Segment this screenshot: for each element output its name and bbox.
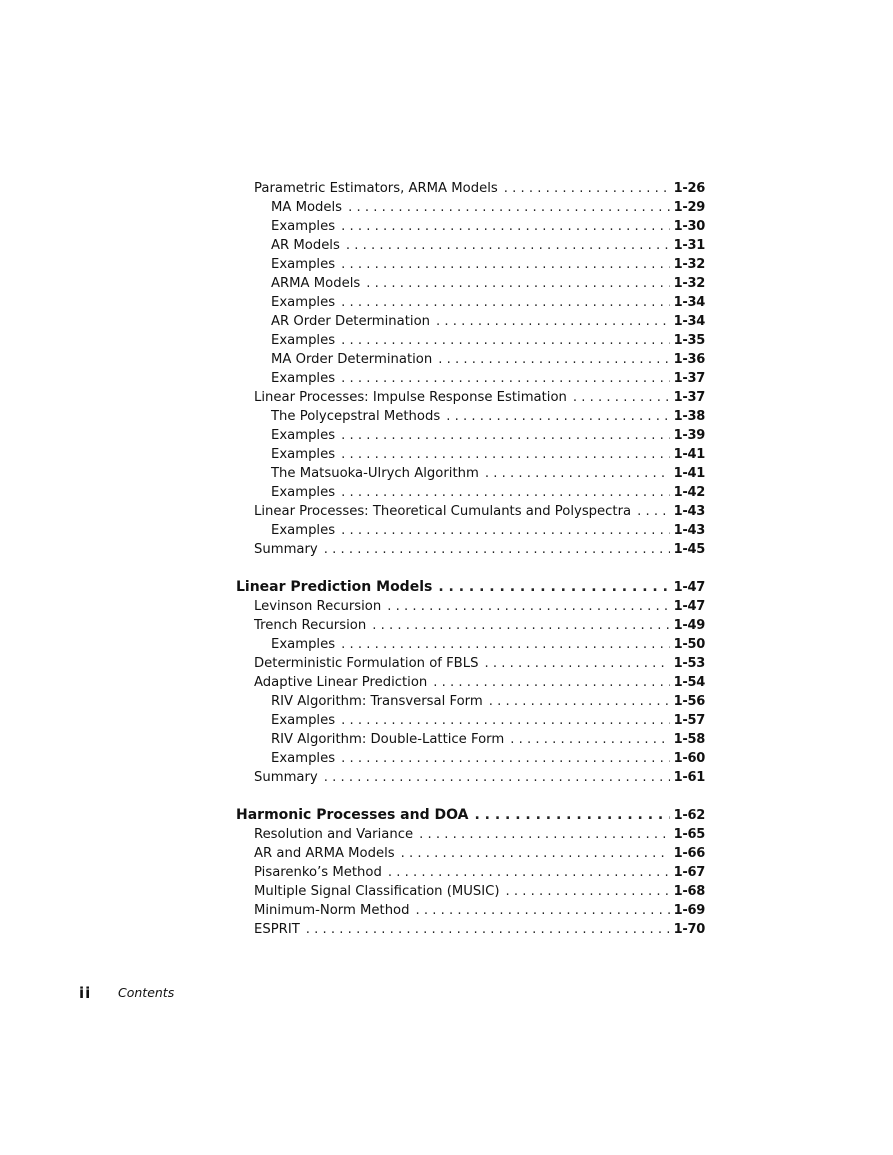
dot-leader — [387, 597, 669, 616]
dot-leader — [341, 293, 670, 312]
toc-entry-page: 1-41 — [673, 466, 705, 481]
toc-entry-page: 1-43 — [673, 504, 705, 519]
toc-entry-title: RIV Algorithm: Double-Lattice Form — [271, 732, 505, 747]
toc-entry-title: The Matsuoka-Ulrych Algorithm — [271, 466, 479, 481]
toc-entry[interactable] — [236, 255, 705, 274]
toc-entry[interactable] — [236, 426, 705, 445]
toc-entry-title: Examples — [271, 257, 336, 272]
toc-entry[interactable] — [236, 331, 705, 350]
toc-entry-page: 1-47 — [673, 580, 705, 595]
footer-section-label: Contents — [118, 985, 175, 1000]
dot-leader — [341, 445, 670, 464]
toc-entry[interactable] — [236, 502, 705, 521]
dot-leader — [341, 711, 670, 730]
toc-entry-page: 1-54 — [673, 675, 705, 690]
dot-leader — [438, 578, 669, 597]
toc-entry-page: 1-34 — [673, 295, 705, 310]
dot-leader — [419, 825, 670, 844]
toc-entry-page: 1-42 — [673, 485, 705, 500]
toc-entry-page: 1-32 — [673, 257, 705, 272]
dot-leader — [341, 483, 670, 502]
toc-entry[interactable] — [236, 673, 705, 692]
toc-entry-page: 1-53 — [673, 656, 705, 671]
toc-entry[interactable] — [236, 844, 705, 863]
toc-entry[interactable] — [236, 616, 705, 635]
toc-entry-title: Examples — [271, 428, 336, 443]
toc-entry-page: 1-47 — [673, 599, 705, 614]
dot-leader — [433, 673, 669, 692]
dot-leader — [388, 863, 670, 882]
toc-entry-page: 1-66 — [673, 846, 705, 861]
toc-entry[interactable] — [236, 768, 705, 787]
toc-entry-title: Adaptive Linear Prediction — [254, 675, 428, 690]
toc-entry-title: Levinson Recursion — [254, 599, 382, 614]
section-spacer — [236, 787, 705, 806]
toc-entry[interactable] — [236, 711, 705, 730]
toc-entry-title: AR Order Determination — [271, 314, 430, 329]
toc-entry-page: 1-60 — [673, 751, 705, 766]
toc-entry[interactable] — [236, 863, 705, 882]
toc-entry-page: 1-61 — [673, 770, 705, 785]
toc-entry[interactable] — [236, 407, 705, 426]
toc-entry-page: 1-50 — [673, 637, 705, 652]
dot-leader — [484, 654, 669, 673]
toc-entry-page: 1-62 — [673, 808, 705, 823]
dot-leader — [474, 806, 669, 825]
dot-leader — [446, 407, 669, 426]
dot-leader — [341, 369, 670, 388]
toc-entry-title: Linear Processes: Theoretical Cumulants and Polyspectra — [254, 504, 632, 519]
toc-entry-page: 1-36 — [673, 352, 705, 367]
toc-entry-page: 1-34 — [673, 314, 705, 329]
toc-entry-title: Minimum-Norm Method — [254, 903, 410, 918]
toc-entry[interactable] — [236, 597, 705, 616]
toc-entry-title: MA Models — [271, 200, 343, 215]
toc-entry-title: Examples — [271, 219, 336, 234]
toc-entry[interactable] — [236, 369, 705, 388]
toc-entry-title: ESPRIT — [254, 922, 300, 937]
page-footer — [79, 983, 175, 1003]
toc-entry-page: 1-39 — [673, 428, 705, 443]
toc-entry-title: Linear Prediction Models — [236, 579, 433, 595]
toc-entry-page: 1-32 — [673, 276, 705, 291]
toc-entry[interactable] — [236, 464, 705, 483]
toc-entry-title: Resolution and Variance — [254, 827, 414, 842]
toc-entry[interactable] — [236, 274, 705, 293]
toc-entry-page: 1-57 — [673, 713, 705, 728]
toc-entry[interactable] — [236, 920, 705, 939]
toc-entry-page: 1-69 — [673, 903, 705, 918]
toc-entry[interactable] — [236, 654, 705, 673]
toc-entry[interactable] — [236, 236, 705, 255]
toc-entry-page: 1-45 — [673, 542, 705, 557]
toc-entry-title: Examples — [271, 333, 336, 348]
toc-entry-title: Examples — [271, 751, 336, 766]
toc-entry[interactable] — [236, 350, 705, 369]
toc-entry-page: 1-30 — [673, 219, 705, 234]
section-spacer — [236, 559, 705, 578]
toc-entry-title: Examples — [271, 637, 336, 652]
toc-entry[interactable] — [236, 692, 705, 711]
dot-leader — [341, 635, 670, 654]
dot-leader — [341, 749, 670, 768]
toc-entry[interactable] — [236, 730, 705, 749]
toc-entry-page: 1-58 — [673, 732, 705, 747]
toc-entry-page: 1-26 — [673, 181, 705, 196]
toc-entry-page: 1-41 — [673, 447, 705, 462]
dot-leader — [341, 521, 670, 540]
dot-leader — [416, 901, 670, 920]
toc-entry[interactable] — [236, 445, 705, 464]
toc-entry-title: Multiple Signal Classification (MUSIC) — [254, 884, 500, 899]
toc-entry-title: Examples — [271, 523, 336, 538]
toc-entry-title: Linear Processes: Impulse Response Estimation — [254, 390, 567, 405]
toc-entry-page: 1-67 — [673, 865, 705, 880]
dot-leader — [324, 540, 670, 559]
toc-entry-page: 1-70 — [673, 922, 705, 937]
toc-entry[interactable] — [236, 179, 705, 198]
toc-entry-page: 1-29 — [673, 200, 705, 215]
toc-entry-title: The Polycepstral Methods — [271, 409, 441, 424]
toc-entry[interactable] — [236, 521, 705, 540]
toc-entry[interactable] — [236, 901, 705, 920]
toc-entry-page: 1-43 — [673, 523, 705, 538]
toc-entry[interactable] — [236, 198, 705, 217]
dot-leader — [510, 730, 669, 749]
toc-entry-page: 1-65 — [673, 827, 705, 842]
toc-entry-title: Examples — [271, 371, 336, 386]
dot-leader — [436, 312, 670, 331]
dot-leader — [341, 331, 670, 350]
toc-entry-page: 1-38 — [673, 409, 705, 424]
toc-entry[interactable] — [236, 217, 705, 236]
dot-leader — [306, 920, 670, 939]
toc-entry-title: Examples — [271, 485, 336, 500]
dot-leader — [341, 217, 670, 236]
dot-leader — [348, 198, 670, 217]
toc-entry[interactable] — [236, 293, 705, 312]
toc-entry-title: MA Order Determination — [271, 352, 433, 367]
table-of-contents — [236, 179, 705, 939]
dot-leader — [506, 882, 670, 901]
toc-entry[interactable] — [236, 882, 705, 901]
toc-entry-title: Summary — [254, 542, 318, 557]
dot-leader — [346, 236, 670, 255]
dot-leader — [401, 844, 670, 863]
dot-leader — [485, 464, 670, 483]
toc-entry-page: 1-49 — [673, 618, 705, 633]
toc-entry-title: Harmonic Processes and DOA — [236, 807, 469, 823]
dot-leader — [341, 255, 670, 274]
toc-entry-title: Parametric Estimators, ARMA Models — [254, 181, 498, 196]
dot-leader — [489, 692, 670, 711]
toc-entry-page: 1-56 — [673, 694, 705, 709]
dot-leader — [341, 426, 670, 445]
dot-leader — [366, 274, 669, 293]
toc-entry-title: Examples — [271, 713, 336, 728]
toc-entry-title: Summary — [254, 770, 318, 785]
toc-entry-title: Examples — [271, 447, 336, 462]
dot-leader — [324, 768, 670, 787]
toc-entry-page: 1-31 — [673, 238, 705, 253]
toc-entry-page: 1-68 — [673, 884, 705, 899]
toc-entry[interactable] — [236, 483, 705, 502]
toc-entry[interactable] — [236, 825, 705, 844]
toc-entry-title: RIV Algorithm: Transversal Form — [271, 694, 483, 709]
toc-entry-title: Pisarenko’s Method — [254, 865, 382, 880]
toc-entry[interactable] — [236, 312, 705, 331]
toc-entry-title: Deterministic Formulation of FBLS — [254, 656, 479, 671]
toc-entry[interactable] — [236, 388, 705, 407]
toc-chapter-entry[interactable] — [236, 578, 705, 597]
toc-entry[interactable] — [236, 540, 705, 559]
dot-leader — [438, 350, 669, 369]
toc-chapter-entry[interactable] — [236, 806, 705, 825]
dot-leader — [637, 502, 670, 521]
dot-leader — [504, 179, 670, 198]
toc-entry-title: Trench Recursion — [254, 618, 367, 633]
toc-entry-page: 1-35 — [673, 333, 705, 348]
toc-entry-title: Examples — [271, 295, 336, 310]
toc-entry[interactable] — [236, 635, 705, 654]
toc-entry-page: 1-37 — [673, 390, 705, 405]
toc-entry-title: ARMA Models — [271, 276, 361, 291]
dot-leader — [573, 388, 670, 407]
toc-entry-page: 1-37 — [673, 371, 705, 386]
toc-entry-title: AR and ARMA Models — [254, 846, 395, 861]
page-number: ii — [79, 984, 92, 1002]
dot-leader — [372, 616, 669, 635]
toc-entry[interactable] — [236, 749, 705, 768]
toc-entry-title: AR Models — [271, 238, 340, 253]
